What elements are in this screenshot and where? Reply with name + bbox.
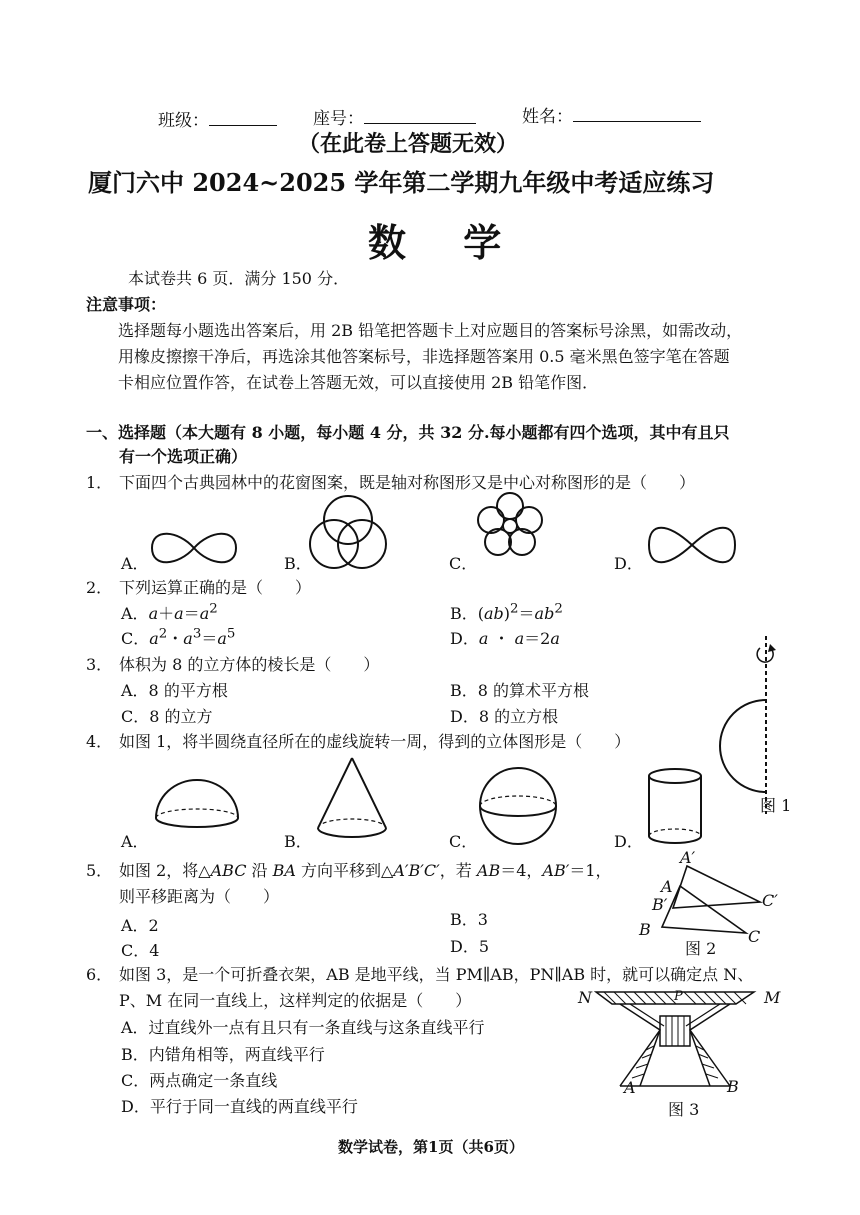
class-field (158, 106, 277, 131)
q1-figure-b-trefoil (306, 492, 390, 572)
fig3-label-b: B (727, 1077, 739, 1096)
fig1-caption: 图 1 (760, 796, 792, 815)
notes-line-2: 用橡皮擦擦干净后，再选涂其他答案标号，非选择题答案用 0.5 毫米黑色签字笔在答题 (118, 347, 730, 366)
q4-figure-a-hemisphere (152, 774, 242, 834)
q1-option-b-label: B． (284, 554, 312, 573)
q3-text: 体积为 8 的立方体的棱长是（ ） (119, 655, 380, 674)
q4-option-b-label: B． (284, 832, 312, 851)
q5-option-c: C．4 (121, 941, 160, 960)
q1-text: 下面四个古典园林中的花窗图案，既是轴对称图形又是中心对称图形的是（ ） (119, 473, 696, 492)
q1-number: 1． (86, 473, 113, 492)
q1-option-c-label: C． (449, 554, 478, 573)
q4-option-d-label: D． (614, 832, 643, 851)
fig2-label-c-prime: C′ (762, 891, 778, 910)
fig3-label-m: M (764, 988, 781, 1007)
pages-info: 本试卷共 6 页．满分 150 分． (128, 269, 350, 288)
q6-option-a: A．过直线外一点有且只有一条直线与这条直线平行 (121, 1018, 485, 1037)
name-blank (573, 107, 701, 122)
fig3-caption: 图 3 (668, 1100, 700, 1119)
q3-option-c: C．8 的立方 (121, 707, 213, 726)
notes-heading: 注意事项： (86, 295, 167, 314)
fig3-label-p: P (674, 989, 683, 1004)
q1-option-a-label: A． (121, 554, 149, 573)
no-answer-notice: （在此卷上答题无效） (298, 131, 519, 157)
q2-text: 下列运算正确的是（ ） (119, 578, 312, 597)
q4-text: 如图 1，将半圆绕直径所在的虚线旋转一周，得到的立体图形是（ ） (119, 732, 631, 751)
q2-number: 2． (86, 578, 113, 597)
fig2-caption: 图 2 (685, 939, 717, 958)
fig3-label-a: A (624, 1078, 636, 1097)
q3-option-b: B．8 的算术平方根 (450, 681, 590, 700)
q4-figure-d-cylinder (645, 766, 709, 850)
fig2-label-a: A (661, 877, 673, 896)
seat-field (313, 104, 476, 129)
q2-option-d: D．a ・ a＝2a (450, 629, 560, 648)
q5-text: 如图 2，将△ABC 沿 BA 方向平移到△A′B′C′，若 AB＝4，AB′＝1， (119, 861, 612, 880)
exam-title: 厦门六中 2024~2025 学年第二学期九年级中考适应练习 (88, 168, 715, 197)
q6-text-line1: 如图 3，是一个可折叠衣架，AB 是地平线，当 PM∥AB，PN∥AB 时，就可以确定点 N、 (119, 965, 754, 984)
name-field (522, 102, 701, 127)
section1-heading-line1: 一、选择题（本大题有 8 小题，每小题 4 分，共 32 分.每小题都有四个选项，其中有且只 (86, 423, 730, 442)
fig2-label-a-prime: A′ (680, 848, 696, 867)
fig2-label-b-prime: B′ (652, 895, 668, 914)
fig1-semicircle-axis (722, 636, 782, 816)
q4-number: 4． (86, 732, 113, 751)
class-label: 班级： (158, 111, 209, 131)
q6-option-d: D．平行于同一直线的两直线平行 (121, 1097, 358, 1116)
name-label: 姓名： (522, 107, 573, 127)
q2-option-c: C．$a^2$・$a^3=a^5$ (121, 626, 236, 648)
seat-label: 座号： (313, 109, 364, 129)
seat-blank (364, 109, 476, 124)
notes-line-3: 卡相应位置作答，在试卷上答题无效，可以直接使用 2B 铅笔作图． (118, 373, 599, 392)
q5-option-a: A．2 (121, 916, 159, 935)
page-footer: 数学试卷，第1页（共6页） (338, 1138, 524, 1156)
class-blank (209, 111, 277, 126)
q2-option-a: A．$a+a=a^2$ (121, 601, 218, 623)
q5-option-b: B．3 (450, 910, 488, 929)
q4-figure-b-cone (312, 754, 392, 844)
q1-figure-c-flower (474, 490, 546, 562)
q1-figure-d-bowtie (645, 520, 739, 570)
q3-number: 3． (86, 655, 113, 674)
q5-text-line2: 则平移距离为（ ） (119, 887, 280, 906)
fig2-label-c: C (748, 927, 761, 946)
q4-figure-c-sphere (477, 764, 561, 848)
q5-option-d: D．5 (450, 937, 490, 956)
q5-number: 5． (86, 861, 113, 880)
q1-figure-a-infinity (148, 524, 240, 572)
q1-option-d-label: D． (614, 554, 643, 573)
q3-option-d: D．8 的立方根 (450, 707, 559, 726)
q3-option-a: A．8 的平方根 (121, 681, 228, 700)
q6-option-c: C．两点确定一条直线 (121, 1071, 278, 1090)
q4-option-a-label: A． (121, 832, 149, 851)
q2-option-b: B．$(ab)^2=ab^2$ (450, 601, 563, 623)
q4-option-c-label: C． (449, 832, 478, 851)
subject-title: 数 学 (368, 220, 524, 265)
section1-heading-line2: 有一个选项正确） (119, 447, 248, 466)
q6-option-b: B．内错角相等，两直线平行 (121, 1045, 325, 1064)
fig2-label-b: B (639, 920, 651, 939)
q6-number: 6． (86, 965, 113, 984)
q6-text-line2: P、M 在同一直线上，这样判定的依据是（ ） (119, 991, 472, 1010)
fig3-label-n: N (578, 988, 592, 1007)
notes-line-1: 选择题每小题选出答案后，用 2B 铅笔把答题卡上对应题目的答案标号涂黑，如需改动， (118, 321, 743, 340)
